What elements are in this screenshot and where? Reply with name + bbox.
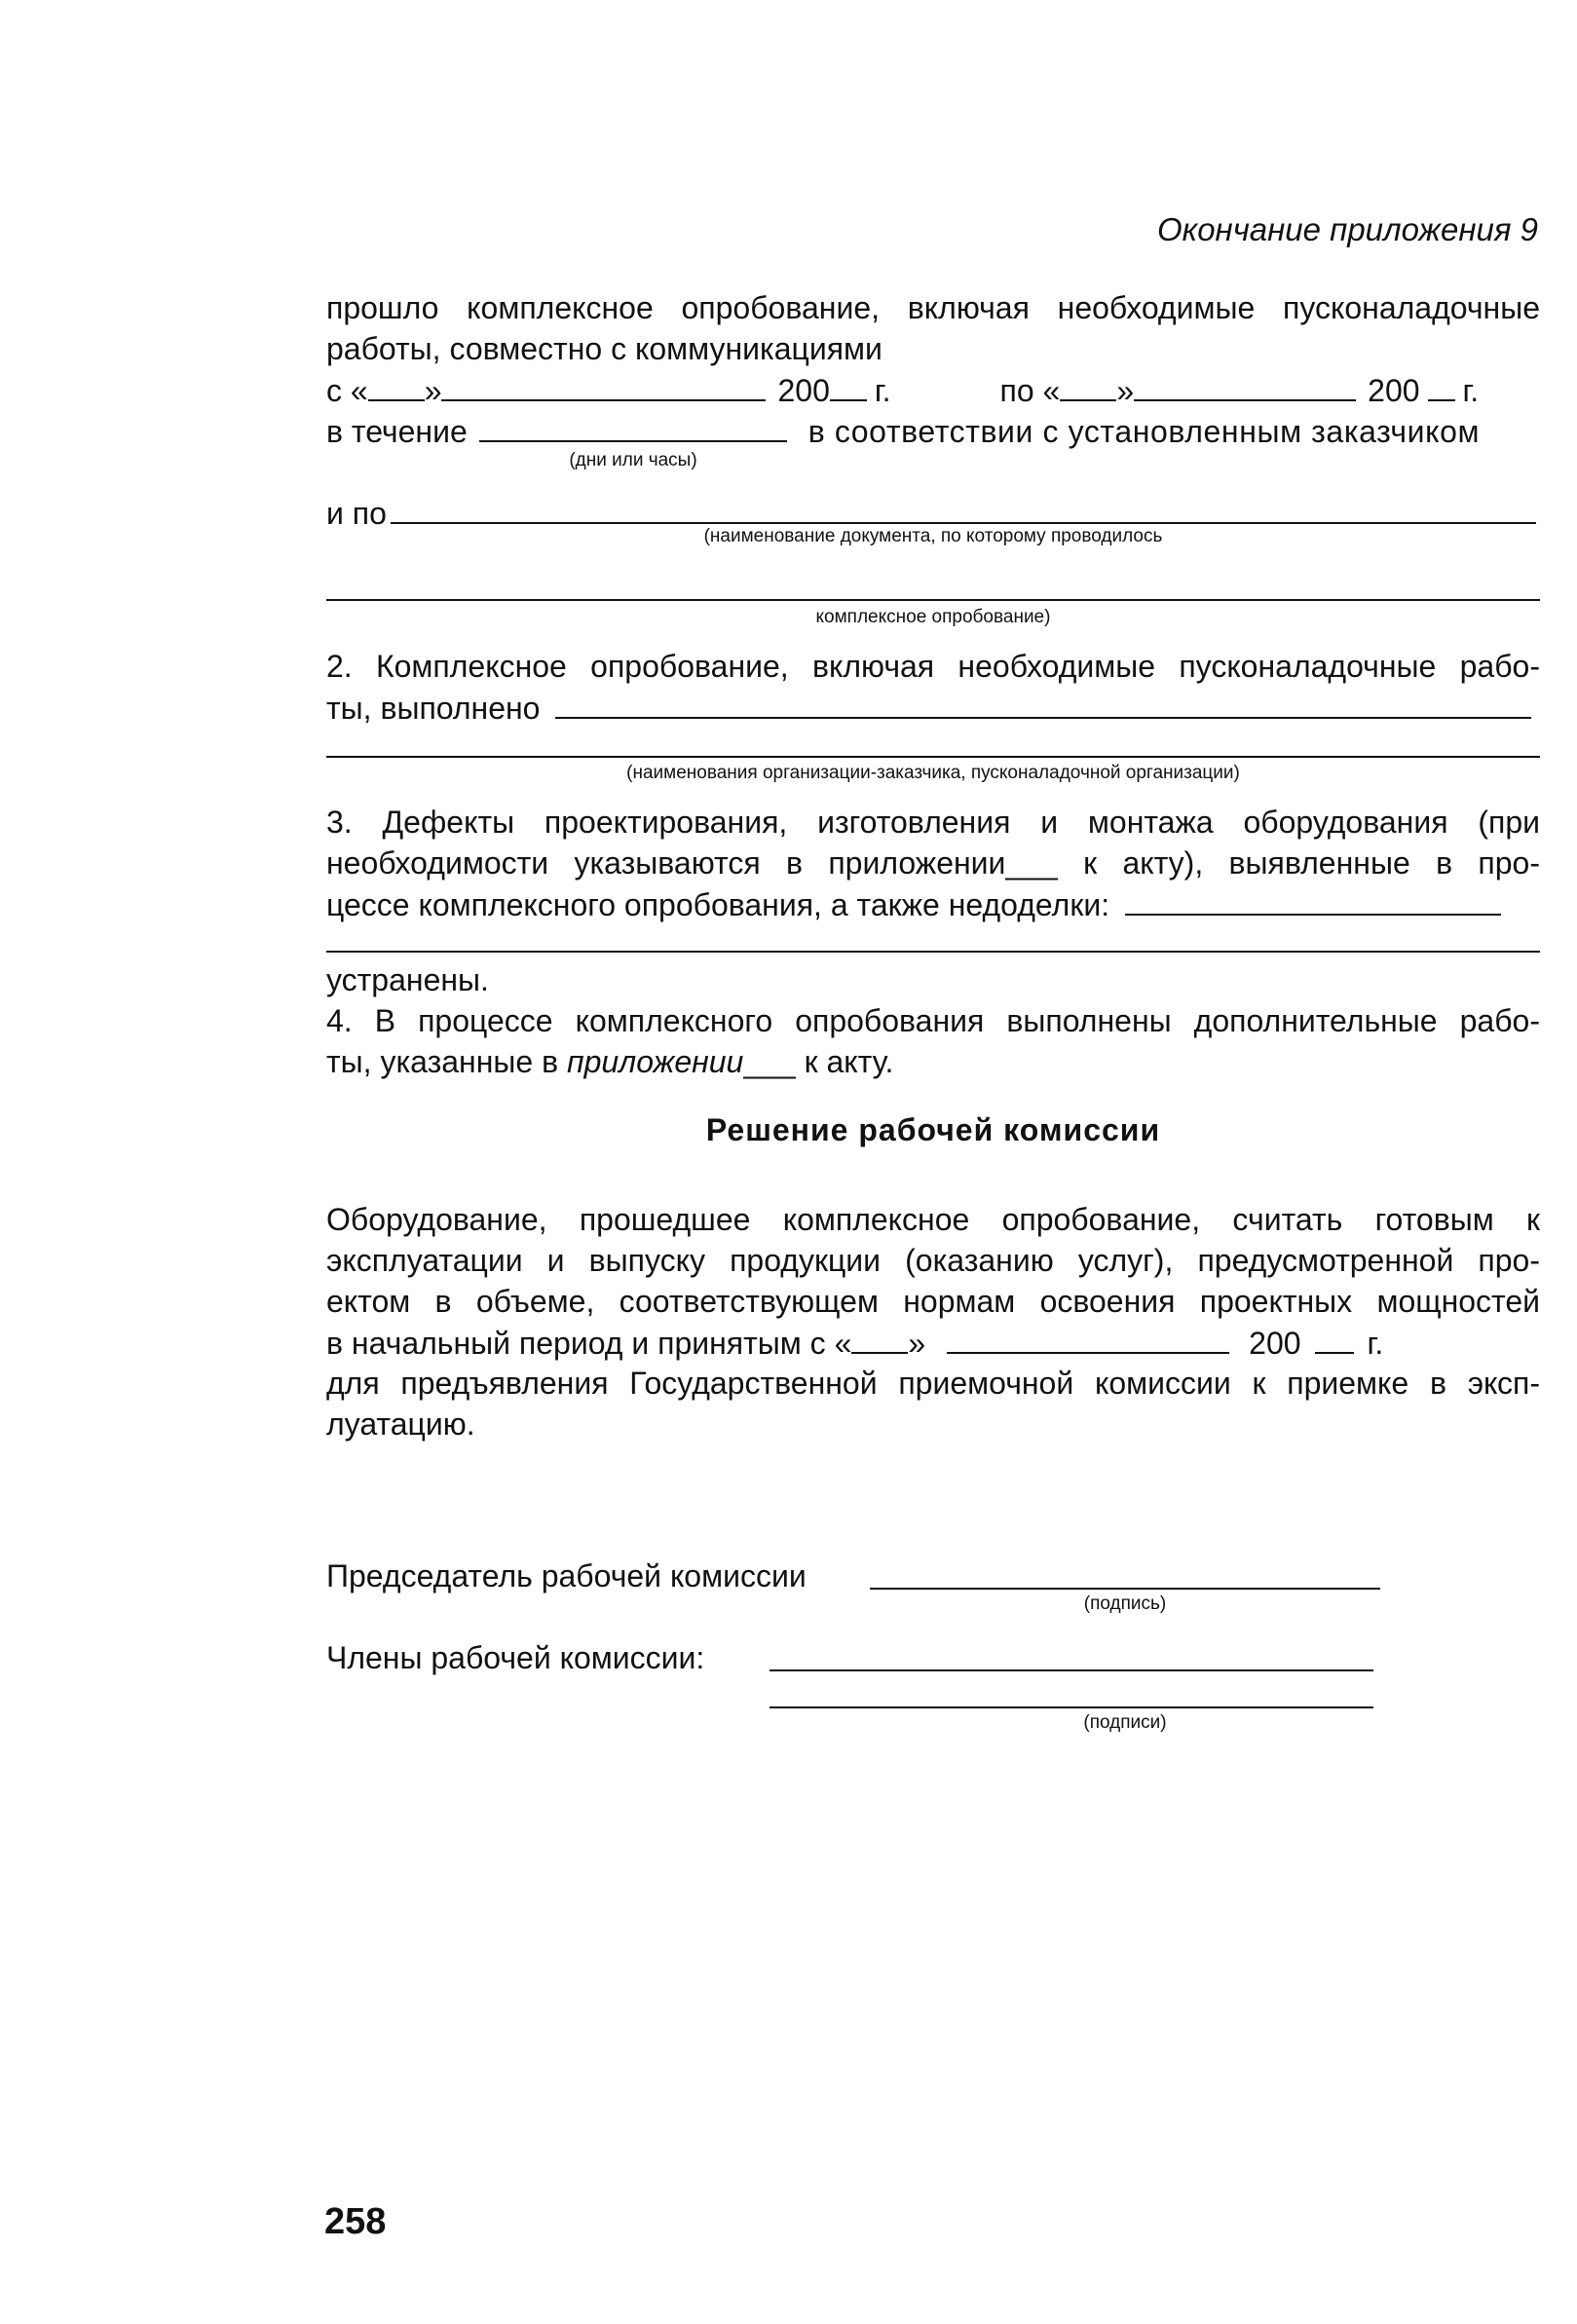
during-field[interactable]: [479, 411, 787, 442]
to-quote-close: »: [1116, 373, 1135, 408]
chairman-caption: (подпись): [1083, 1593, 1167, 1614]
accepted-month-field[interactable]: [947, 1323, 1229, 1354]
from-year-field[interactable]: [830, 370, 867, 401]
to-day-field[interactable]: [1060, 370, 1116, 401]
decision-heading: Решение рабочей комиссии: [705, 1112, 1161, 1147]
item3-line-1: 3. Дефекты проектирования, изготовления и монтажа оборудования (при: [326, 805, 1540, 840]
to-year-field[interactable]: [1428, 370, 1455, 401]
during-caption: (дни или часы): [569, 450, 697, 470]
members-label: Члены рабочей комиссии:: [326, 1640, 705, 1675]
item3-line-3-text: цессе комплексного опробования, а также недоделки:: [326, 887, 1110, 922]
defects-field[interactable]: [1125, 884, 1501, 916]
from-quote-close: »: [424, 373, 442, 408]
chairman-label: Председатель рабочей комиссии: [326, 1558, 807, 1593]
decision-line-4b: »: [908, 1326, 926, 1361]
decision-line-4a: в начальный период и принятым с «: [326, 1326, 852, 1361]
decision-line-4: [326, 1323, 1540, 1363]
item2-caption: (наименования организации-заказчика, пусконаладочной организации): [626, 763, 1240, 783]
decision-line-6: луатацию.: [326, 1406, 475, 1442]
document-name-field[interactable]: [391, 493, 1536, 524]
item4-line-1: 4. В процессе комплексного опробования выполнены дополнительные рабо-: [326, 1003, 1540, 1038]
from-month-field[interactable]: [441, 370, 766, 401]
item3-line-2: необходимости указываются в приложении___ к акту), выявленные в про-: [326, 845, 1540, 881]
item4-line-2c: ___ к акту.: [743, 1044, 894, 1079]
intro-line-2: работы, совместно с коммуникациями: [326, 331, 882, 366]
item2-line-1: 2. Комплексное опробование, включая необходимые пусконаладочные рабо-: [326, 649, 1540, 684]
during-label: в течение: [326, 414, 468, 449]
intro-line-1: прошло комплексное опробование, включая необходимые пусконаладочные: [326, 290, 1540, 325]
and-by-label: и по: [326, 496, 387, 531]
date-range-line: [326, 370, 1540, 410]
from-year-prefix: 200: [777, 373, 830, 408]
chairman-signature-field[interactable]: [870, 1588, 1380, 1590]
page-number: 258: [324, 2201, 387, 2242]
accepted-day-field[interactable]: [851, 1323, 908, 1354]
item3-line-3: [326, 884, 1540, 924]
decision-line-2: эксплуатации и выпуску продукции (оказанию услуг), предусмотренной про-: [326, 1243, 1540, 1278]
appendix-header: Окончание приложения 9: [1156, 211, 1538, 247]
document-name-field-2[interactable]: [326, 599, 1540, 601]
to-prefix: по «: [999, 373, 1061, 408]
members-signature-field-2[interactable]: [770, 1706, 1373, 1708]
item4-line-2b: приложении: [566, 1044, 744, 1079]
decision-line-5: для предъявления Государственной приемочной комиссии к приемке в экcп-: [326, 1366, 1540, 1401]
item4-line-2a: ты, указанные в: [326, 1044, 559, 1079]
members-signature-field-1[interactable]: [770, 1669, 1373, 1671]
performed-by-field-2[interactable]: [326, 756, 1540, 758]
decision-line-4d: г.: [1367, 1326, 1384, 1361]
decision-line-3: ектом в объеме, соответствующем нормам освоения проектных мощностей: [326, 1284, 1540, 1319]
members-caption: (подписи): [1083, 1712, 1167, 1733]
decision-line-4c: 200: [1249, 1326, 1301, 1361]
decision-line-1: Оборудование, прошедшее комплексное опробование, считать готовым к: [326, 1202, 1540, 1237]
item2-line-2-text: ты, выполнено: [326, 691, 541, 726]
to-month-field[interactable]: [1134, 370, 1356, 401]
document-caption-1: (наименование документа, по которому проводилось: [703, 526, 1163, 546]
document-caption-2: комплексное опробование): [815, 607, 1051, 627]
during-suffix: в соответствии с установленным заказчиком: [807, 414, 1481, 449]
performed-by-field[interactable]: [555, 688, 1531, 719]
item4-line-2: [326, 1042, 1540, 1081]
accepted-year-field[interactable]: [1315, 1323, 1354, 1354]
item2-line-2: [326, 688, 1540, 728]
defects-field-2[interactable]: [326, 951, 1540, 953]
from-year-suffix: г.: [874, 373, 891, 408]
during-line: [326, 411, 1540, 451]
from-day-field[interactable]: [368, 370, 425, 401]
to-year-suffix: г.: [1462, 373, 1480, 408]
to-year-prefix: 200: [1368, 373, 1420, 408]
from-prefix: с «: [326, 373, 368, 408]
item3-line-4: устранены.: [326, 962, 489, 997]
